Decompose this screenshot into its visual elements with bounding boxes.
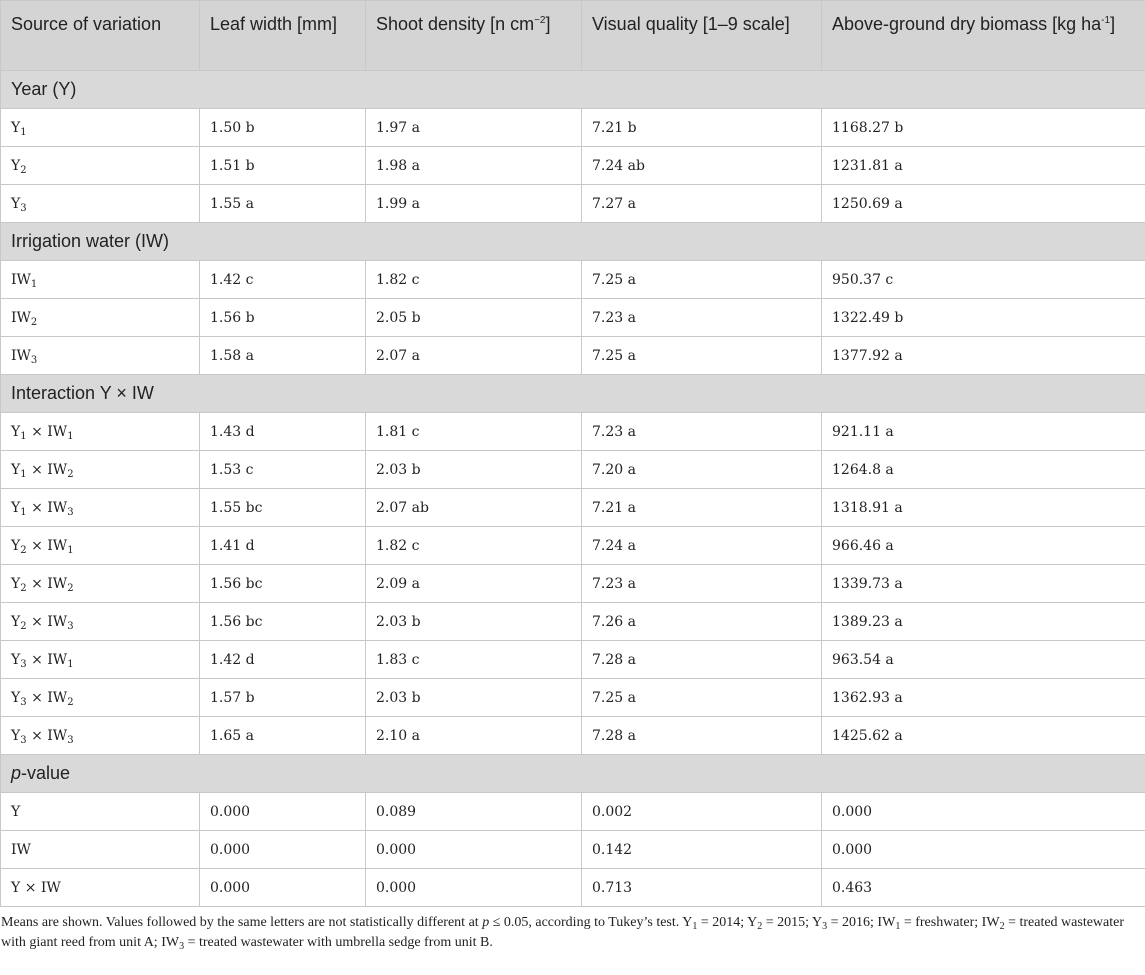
cell-shoot: 1.82 c — [366, 261, 582, 299]
cell-leaf: 1.55 a — [200, 185, 366, 223]
source-sub: 2 — [20, 582, 27, 594]
source-sub: 2 — [30, 316, 38, 328]
interaction-section-row — [1, 375, 1145, 413]
cell-shoot: 1.83 c — [366, 641, 582, 679]
footnote-segment: 2 — [757, 921, 763, 932]
year-section-row — [1, 71, 1145, 109]
table-row — [1, 299, 1145, 337]
cell-visual: 0.713 — [582, 869, 822, 907]
header-biomass-text: Above-ground dry biomass [kg ha — [832, 14, 1102, 34]
table-row — [1, 489, 1145, 527]
cell-biomass: 1425.62 a — [822, 717, 1145, 755]
cell-shoot: 0.089 — [366, 793, 582, 831]
cell-biomass: 1318.91 a — [822, 489, 1145, 527]
cell-source — [1, 299, 200, 337]
cell-visual: 7.21 a — [582, 489, 822, 527]
cell-visual: 7.24 ab — [582, 147, 822, 185]
cell-visual: 7.23 a — [582, 565, 822, 603]
cell-source — [1, 489, 200, 527]
cell-leaf: 1.50 b — [200, 109, 366, 147]
table-row — [1, 717, 1145, 755]
cell-biomass: 0.000 — [822, 793, 1145, 831]
footnote-segment: 1 — [895, 921, 901, 932]
cell-biomass: 1250.69 a — [822, 185, 1145, 223]
footnote-segment: = treated wastewater with umbrella sedge from unit B. — [184, 935, 493, 950]
cell-shoot: 1.81 c — [366, 413, 582, 451]
cell-leaf: 0.000 — [200, 869, 366, 907]
cell-shoot: 1.97 a — [366, 109, 582, 147]
cell-source — [1, 717, 200, 755]
year-section-text: Year (Y) — [11, 79, 77, 99]
source-base: × IW — [26, 727, 68, 744]
table-row — [1, 147, 1145, 185]
cell-biomass: 966.46 a — [822, 527, 1145, 565]
header-row — [1, 1, 1145, 71]
cell-shoot: 2.10 a — [366, 717, 582, 755]
cell-biomass: 1168.27 b — [822, 109, 1145, 147]
cell-leaf: 1.56 b — [200, 299, 366, 337]
table-footnote — [0, 907, 1141, 953]
source-sub: 2 — [67, 582, 74, 594]
source-sub: 2 — [20, 164, 27, 176]
cell-visual: 7.25 a — [582, 337, 822, 375]
cell-visual: 7.20 a — [582, 451, 822, 489]
footnote-segment: = treated wastewater with giant reed from unit A; IW — [1, 915, 1125, 950]
table-row — [1, 565, 1145, 603]
footnote-segment: 1 — [692, 921, 698, 932]
source-sub: 1 — [67, 544, 74, 556]
source-base: Y — [11, 651, 21, 668]
source-sub: 1 — [20, 506, 27, 518]
table-row — [1, 451, 1145, 489]
cell-biomass: 950.37 c — [822, 261, 1145, 299]
cell-source — [1, 451, 200, 489]
cell-biomass: 0.000 — [822, 831, 1145, 869]
header-source: Source of variation — [1, 1, 200, 71]
table-row — [1, 603, 1145, 641]
interaction-section-label — [1, 375, 1145, 413]
cell-biomass: 1389.23 a — [822, 603, 1145, 641]
cell-leaf: 1.58 a — [200, 337, 366, 375]
cell-source: IW — [1, 831, 200, 869]
iw-section-label — [1, 223, 1145, 261]
table-row — [1, 109, 1145, 147]
cell-leaf: 0.000 — [200, 831, 366, 869]
cell-biomass: 963.54 a — [822, 641, 1145, 679]
cell-shoot: 1.99 a — [366, 185, 582, 223]
cell-visual: 7.24 a — [582, 527, 822, 565]
source-sub: 3 — [67, 620, 74, 632]
footnote-segment: p — [482, 915, 490, 930]
cell-leaf: 1.53 c — [200, 451, 366, 489]
table-row — [1, 679, 1145, 717]
cell-visual: 7.21 b — [582, 109, 822, 147]
cell-leaf: 1.56 bc — [200, 603, 366, 641]
source-sub: 2 — [20, 620, 27, 632]
cell-source: Y × IW — [1, 869, 200, 907]
source-sub: 3 — [67, 506, 74, 518]
table-row — [1, 527, 1145, 565]
source-base: × IW — [26, 461, 68, 478]
source-base: × IW — [26, 575, 68, 592]
cell-visual: 7.27 a — [582, 185, 822, 223]
source-base: Y — [11, 727, 21, 744]
source-sub: 3 — [30, 354, 38, 366]
cell-shoot: 2.07 ab — [366, 489, 582, 527]
iw-section-text: Irrigation water (IW) — [11, 231, 170, 251]
source-base: Y — [11, 195, 21, 212]
footnote-segment: Means are shown. Values followed by the same letters are not statistically different at — [1, 915, 483, 930]
source-base: × IW — [26, 499, 68, 516]
source-base: × IW — [26, 537, 68, 554]
source-base: IW — [11, 347, 31, 364]
source-sub: 2 — [67, 468, 74, 480]
cell-shoot: 0.000 — [366, 831, 582, 869]
table-row — [1, 793, 1145, 831]
source-sub: 1 — [30, 278, 38, 290]
footnote-segment: 2 — [999, 921, 1005, 932]
source-base: × IW — [26, 689, 68, 706]
cell-visual: 7.23 a — [582, 413, 822, 451]
footnote-segment: = 2015; Y — [762, 915, 823, 930]
cell-leaf: 1.41 d — [200, 527, 366, 565]
cell-leaf: 1.51 b — [200, 147, 366, 185]
pvalue-section-text: p — [11, 763, 22, 783]
cell-source — [1, 147, 200, 185]
pvalue-section-label — [1, 755, 1145, 793]
table-row — [1, 831, 1145, 869]
cell-leaf: 1.43 d — [200, 413, 366, 451]
cell-source — [1, 185, 200, 223]
source-base: IW — [11, 309, 31, 326]
table-row — [1, 185, 1145, 223]
cell-biomass: 1264.8 a — [822, 451, 1145, 489]
source-base: × IW — [26, 423, 68, 440]
source-sub: 3 — [67, 734, 74, 746]
cell-source — [1, 261, 200, 299]
header-visual-quality: Visual quality [1–9 scale] — [582, 1, 822, 71]
source-sub: 1 — [67, 658, 74, 670]
source-base: IW — [11, 271, 31, 288]
source-base: Y — [11, 689, 21, 706]
source-base: × IW — [26, 651, 68, 668]
cell-leaf: 1.65 a — [200, 717, 366, 755]
cell-shoot: 2.09 a — [366, 565, 582, 603]
cell-visual: 7.25 a — [582, 679, 822, 717]
cell-source: Y — [1, 793, 200, 831]
interaction-section-text: Interaction Y × IW — [11, 383, 154, 403]
source-base: Y — [11, 537, 21, 554]
iw-section-row — [1, 223, 1145, 261]
source-base: × IW — [26, 613, 68, 630]
cell-shoot: 0.000 — [366, 869, 582, 907]
cell-source — [1, 679, 200, 717]
cell-shoot: 2.03 b — [366, 451, 582, 489]
footnote-segment: = 2014; Y — [697, 915, 758, 930]
year-section-label — [1, 71, 1145, 109]
cell-source — [1, 603, 200, 641]
cell-biomass: 1231.81 a — [822, 147, 1145, 185]
source-base: Y — [11, 499, 21, 516]
cell-visual: 0.002 — [582, 793, 822, 831]
cell-visual: 0.142 — [582, 831, 822, 869]
cell-biomass: 1322.49 b — [822, 299, 1145, 337]
source-base: Y — [11, 119, 21, 136]
cell-shoot: 2.03 b — [366, 603, 582, 641]
source-sub: 3 — [20, 696, 27, 708]
cell-shoot: 2.03 b — [366, 679, 582, 717]
cell-leaf: 1.42 c — [200, 261, 366, 299]
table-row — [1, 869, 1145, 907]
source-base: Y — [11, 157, 21, 174]
table-row — [1, 413, 1145, 451]
header-shoot-text: Shoot density [n cm — [376, 14, 535, 34]
cell-shoot: 1.82 c — [366, 527, 582, 565]
cell-source — [1, 413, 200, 451]
source-sub: 1 — [67, 430, 74, 442]
cell-shoot: 1.98 a — [366, 147, 582, 185]
cell-visual: 7.28 a — [582, 717, 822, 755]
cell-source — [1, 527, 200, 565]
cell-shoot: 2.05 b — [366, 299, 582, 337]
table-row — [1, 261, 1145, 299]
cell-biomass: 1362.93 a — [822, 679, 1145, 717]
footnote-segment: = 2016; IW — [827, 915, 896, 930]
cell-biomass: 921.11 a — [822, 413, 1145, 451]
cell-leaf: 1.56 bc — [200, 565, 366, 603]
cell-leaf: 0.000 — [200, 793, 366, 831]
cell-visual: 7.25 a — [582, 261, 822, 299]
pvalue-section-row — [1, 755, 1145, 793]
footnote-segment: ≤ 0.05, according to Tukey’s test. Y — [489, 915, 693, 930]
cell-source — [1, 641, 200, 679]
cell-leaf: 1.57 b — [200, 679, 366, 717]
footnote-segment: 3 — [179, 941, 185, 952]
pvalue-section-text: -value — [21, 763, 71, 783]
cell-visual: 7.28 a — [582, 641, 822, 679]
header-biomass — [822, 1, 1145, 71]
header-shoot-density — [366, 1, 582, 71]
cell-visual: 7.26 a — [582, 603, 822, 641]
table-row — [1, 641, 1145, 679]
cell-leaf: 1.55 bc — [200, 489, 366, 527]
cell-biomass: 0.463 — [822, 869, 1145, 907]
source-sub: 3 — [20, 658, 27, 670]
source-sub: 2 — [20, 544, 27, 556]
source-sub: 2 — [67, 696, 74, 708]
header-biomass-close: ] — [1110, 14, 1116, 34]
source-sub: 1 — [20, 126, 27, 138]
source-sub: 3 — [20, 734, 27, 746]
source-base: Y — [11, 613, 21, 630]
cell-biomass: 1377.92 a — [822, 337, 1145, 375]
cell-source — [1, 337, 200, 375]
cell-biomass: 1339.73 a — [822, 565, 1145, 603]
cell-source — [1, 565, 200, 603]
source-base: Y — [11, 461, 21, 478]
source-base: Y — [11, 575, 21, 592]
source-sub: 1 — [20, 430, 27, 442]
cell-leaf: 1.42 d — [200, 641, 366, 679]
table-row — [1, 337, 1145, 375]
source-base: Y — [11, 423, 21, 440]
cell-shoot: 2.07 a — [366, 337, 582, 375]
footnote-segment: 3 — [822, 921, 828, 932]
source-sub: 3 — [20, 202, 27, 214]
source-sub: 1 — [20, 468, 27, 480]
header-shoot-sup: −2 — [534, 15, 546, 26]
cell-visual: 7.23 a — [582, 299, 822, 337]
header-leaf-width: Leaf width [mm] — [200, 1, 366, 71]
header-biomass-sup: -1 — [1101, 15, 1111, 26]
footnote-segment: = freshwater; IW — [900, 915, 1000, 930]
cell-source — [1, 109, 200, 147]
header-shoot-close: ] — [545, 14, 551, 34]
